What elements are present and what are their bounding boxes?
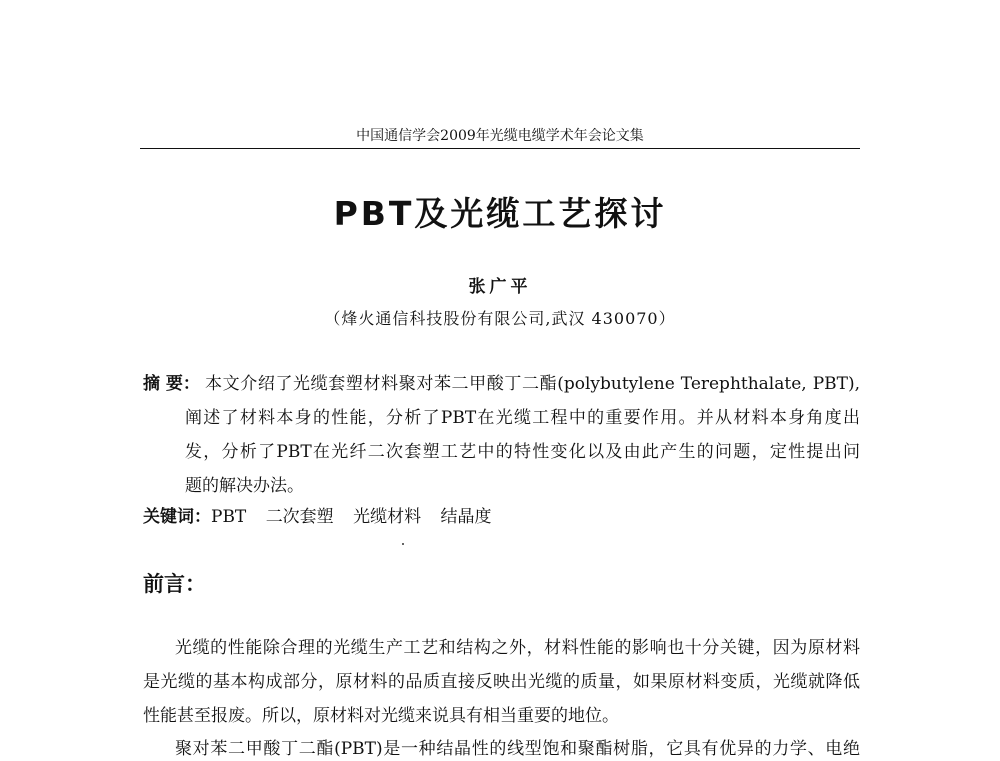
abstract-line: 题的解决办法。 (185, 476, 304, 496)
body-line: 聚对苯二甲酸丁二酯(PBT)是一种结晶性的线型饱和聚酯树脂，它具有优异的力学、电绝 (175, 739, 860, 759)
body-line: 是光缆的基本构成部分，原材料的品质直接反映出光缆的质量，如果原材料变质，光缆就降低 (143, 672, 860, 692)
running-header: 中国通信学会2009年光缆电缆学术年会论文集 (356, 128, 644, 144)
abstract-label: 摘 要： (143, 374, 200, 394)
section-heading: 前言： (143, 572, 206, 596)
abstract-line: 发，分析了PBT在光纤二次套塑工艺中的特性变化以及由此产生的问题，定性提出问 (185, 442, 860, 462)
affiliation: （烽火通信科技股份有限公司,武汉 430070） (324, 309, 676, 328)
keyword: 二次套塑 (265, 507, 334, 527)
header-rule (140, 148, 860, 149)
abstract-line: 本文介绍了光缆套塑材料聚对苯二甲酸丁二酯(polybutylene Terephthalate, PBT), (205, 374, 860, 394)
keywords (143, 505, 492, 529)
body-line: 性能甚至报废。所以，原材料对光缆来说具有相当重要的地位。 (143, 706, 619, 726)
scan-speck (402, 543, 404, 545)
paper-title: PBT及光缆工艺探讨 (333, 194, 667, 233)
abstract-line: 阐述了材料本身的性能，分析了PBT在光缆工程中的重要作用。并从材料本身角度出 (185, 408, 860, 428)
keyword: PBT (211, 507, 247, 527)
keyword: 光缆材料 (353, 507, 422, 527)
keywords-label: 关键词： (143, 507, 211, 527)
body-line: 光缆的性能除合理的光缆生产工艺和结构之外，材料性能的影响也十分关键，因为原材料 (175, 638, 860, 658)
keyword: 结晶度 (440, 507, 492, 527)
author: 张广平 (468, 277, 532, 297)
